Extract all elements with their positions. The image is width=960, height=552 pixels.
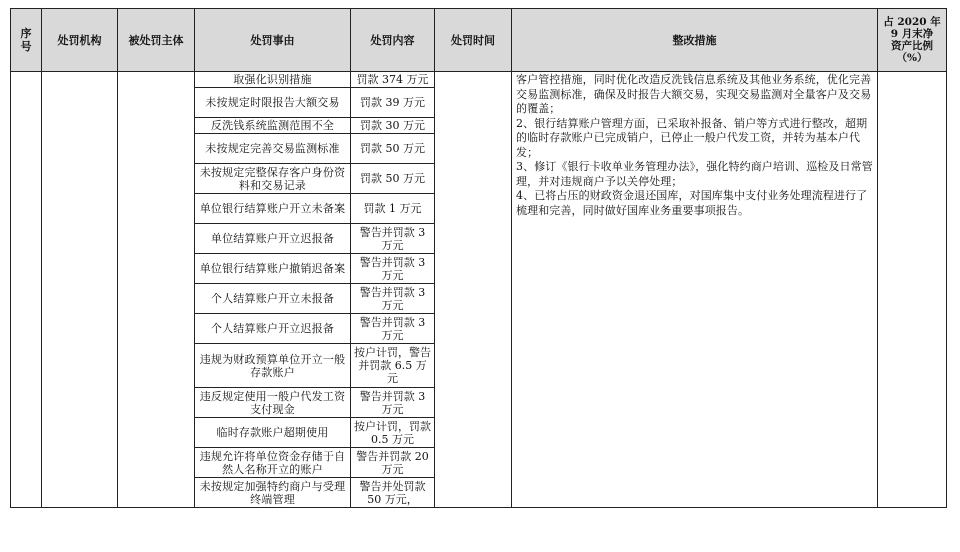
penalty-cell: 警告并罚款 3 万元: [351, 388, 435, 418]
penalty-cell: 按户计罚，罚款 0.5 万元: [351, 418, 435, 448]
penalty-cell: 罚款 30 万元: [351, 118, 435, 134]
penalty-cell: 罚款 39 万元: [351, 88, 435, 118]
reason-cell: 单位银行结算账户开立未备案: [195, 194, 351, 224]
penalty-cell: 警告并罚款 3 万元: [351, 224, 435, 254]
reason-cell: 未按规定完整保存客户身份资料和交易记录: [195, 164, 351, 194]
penalty-cell: 罚款 1 万元: [351, 194, 435, 224]
reason-cell: 取强化识别措施: [195, 72, 351, 88]
penalty-cell: 警告并罚款 3 万元: [351, 314, 435, 344]
reason-cell: 违反规定使用一般户代发工资支付现金: [195, 388, 351, 418]
reason-cell: 单位结算账户开立迟报备: [195, 224, 351, 254]
penalty-cell: 警告并罚款 3 万元: [351, 254, 435, 284]
measures-cell: [512, 72, 878, 508]
penalty-cell: 罚款 374 万元: [351, 72, 435, 88]
header-time: 处罚时间: [435, 9, 512, 72]
penalty-cell: 按户计罚，警告并罚款 6.5 万元: [351, 344, 435, 388]
penalty-cell: 警告并罚款 20 万元: [351, 448, 435, 478]
reason-cell: 违规为财政预算单位开立一般存款账户: [195, 344, 351, 388]
subject-cell: [118, 72, 195, 508]
penalty-cell: 罚款 50 万元: [351, 134, 435, 164]
measures-paragraph: 3、修订《银行卡收单业务管理办法》，强化特约商户培训、巡检及日常管理，并对违规商户予以关停处理；: [516, 160, 873, 188]
reason-cell: 违规允许将单位资金存储于自然人名称开立的账户: [195, 448, 351, 478]
time-cell: [435, 72, 512, 508]
seq-cell: [11, 72, 42, 508]
header-subject: 被处罚主体: [118, 9, 195, 72]
reason-cell: 未按规定加强特约商户与受理终端管理: [195, 478, 351, 508]
table-row: [11, 72, 947, 88]
reason-cell: 个人结算账户开立未报备: [195, 284, 351, 314]
measures-paragraph: 客户管控措施，同时优化改造反洗钱信息系统及其他业务系统，优化完善交易监测标准，确保及时报告大额交易，实现交易监测对全量客户及交易的覆盖；: [516, 73, 872, 115]
header-measures: 整改措施: [512, 9, 878, 72]
reason-cell: 未按规定时限报告大额交易: [195, 88, 351, 118]
header-authority: 处罚机构: [42, 9, 118, 72]
penalty-table: [10, 8, 947, 508]
reason-cell: 未按规定完善交易监测标准: [195, 134, 351, 164]
measures-paragraph: 2、银行结算账户管理方面，已采取补报备、销户等方式进行整改，超期的临时存款账户已完成销户，已停止一般户代发工资，并转为基本户代发；: [516, 116, 868, 159]
authority-cell: [42, 72, 118, 508]
reason-cell: 单位银行结算账户撤销迟备案: [195, 254, 351, 284]
reason-cell: 临时存款账户超期使用: [195, 418, 351, 448]
header-reason: 处罚事由: [195, 9, 351, 72]
header-content: 处罚内容: [351, 9, 435, 72]
penalty-cell: 警告并处罚款 50 万元，: [351, 478, 435, 508]
header-seq: 序 号: [11, 9, 42, 72]
penalty-table-page: [10, 8, 946, 508]
header-ratio: 占 2020 年 9 月末净 资产比例 （%）: [878, 9, 947, 72]
reason-cell: 反洗钱系统监测范围不全: [195, 118, 351, 134]
measures-paragraph: 4、已将占压的财政资金退还国库，对国库集中支付业务处理流程进行了梳理和完善，同时做好国库业务重要事项报告。: [516, 189, 868, 217]
ratio-cell: [878, 72, 947, 508]
penalty-cell: 罚款 50 万元: [351, 164, 435, 194]
penalty-cell: 警告并罚款 3 万元: [351, 284, 435, 314]
reason-cell: 个人结算账户开立迟报备: [195, 314, 351, 344]
